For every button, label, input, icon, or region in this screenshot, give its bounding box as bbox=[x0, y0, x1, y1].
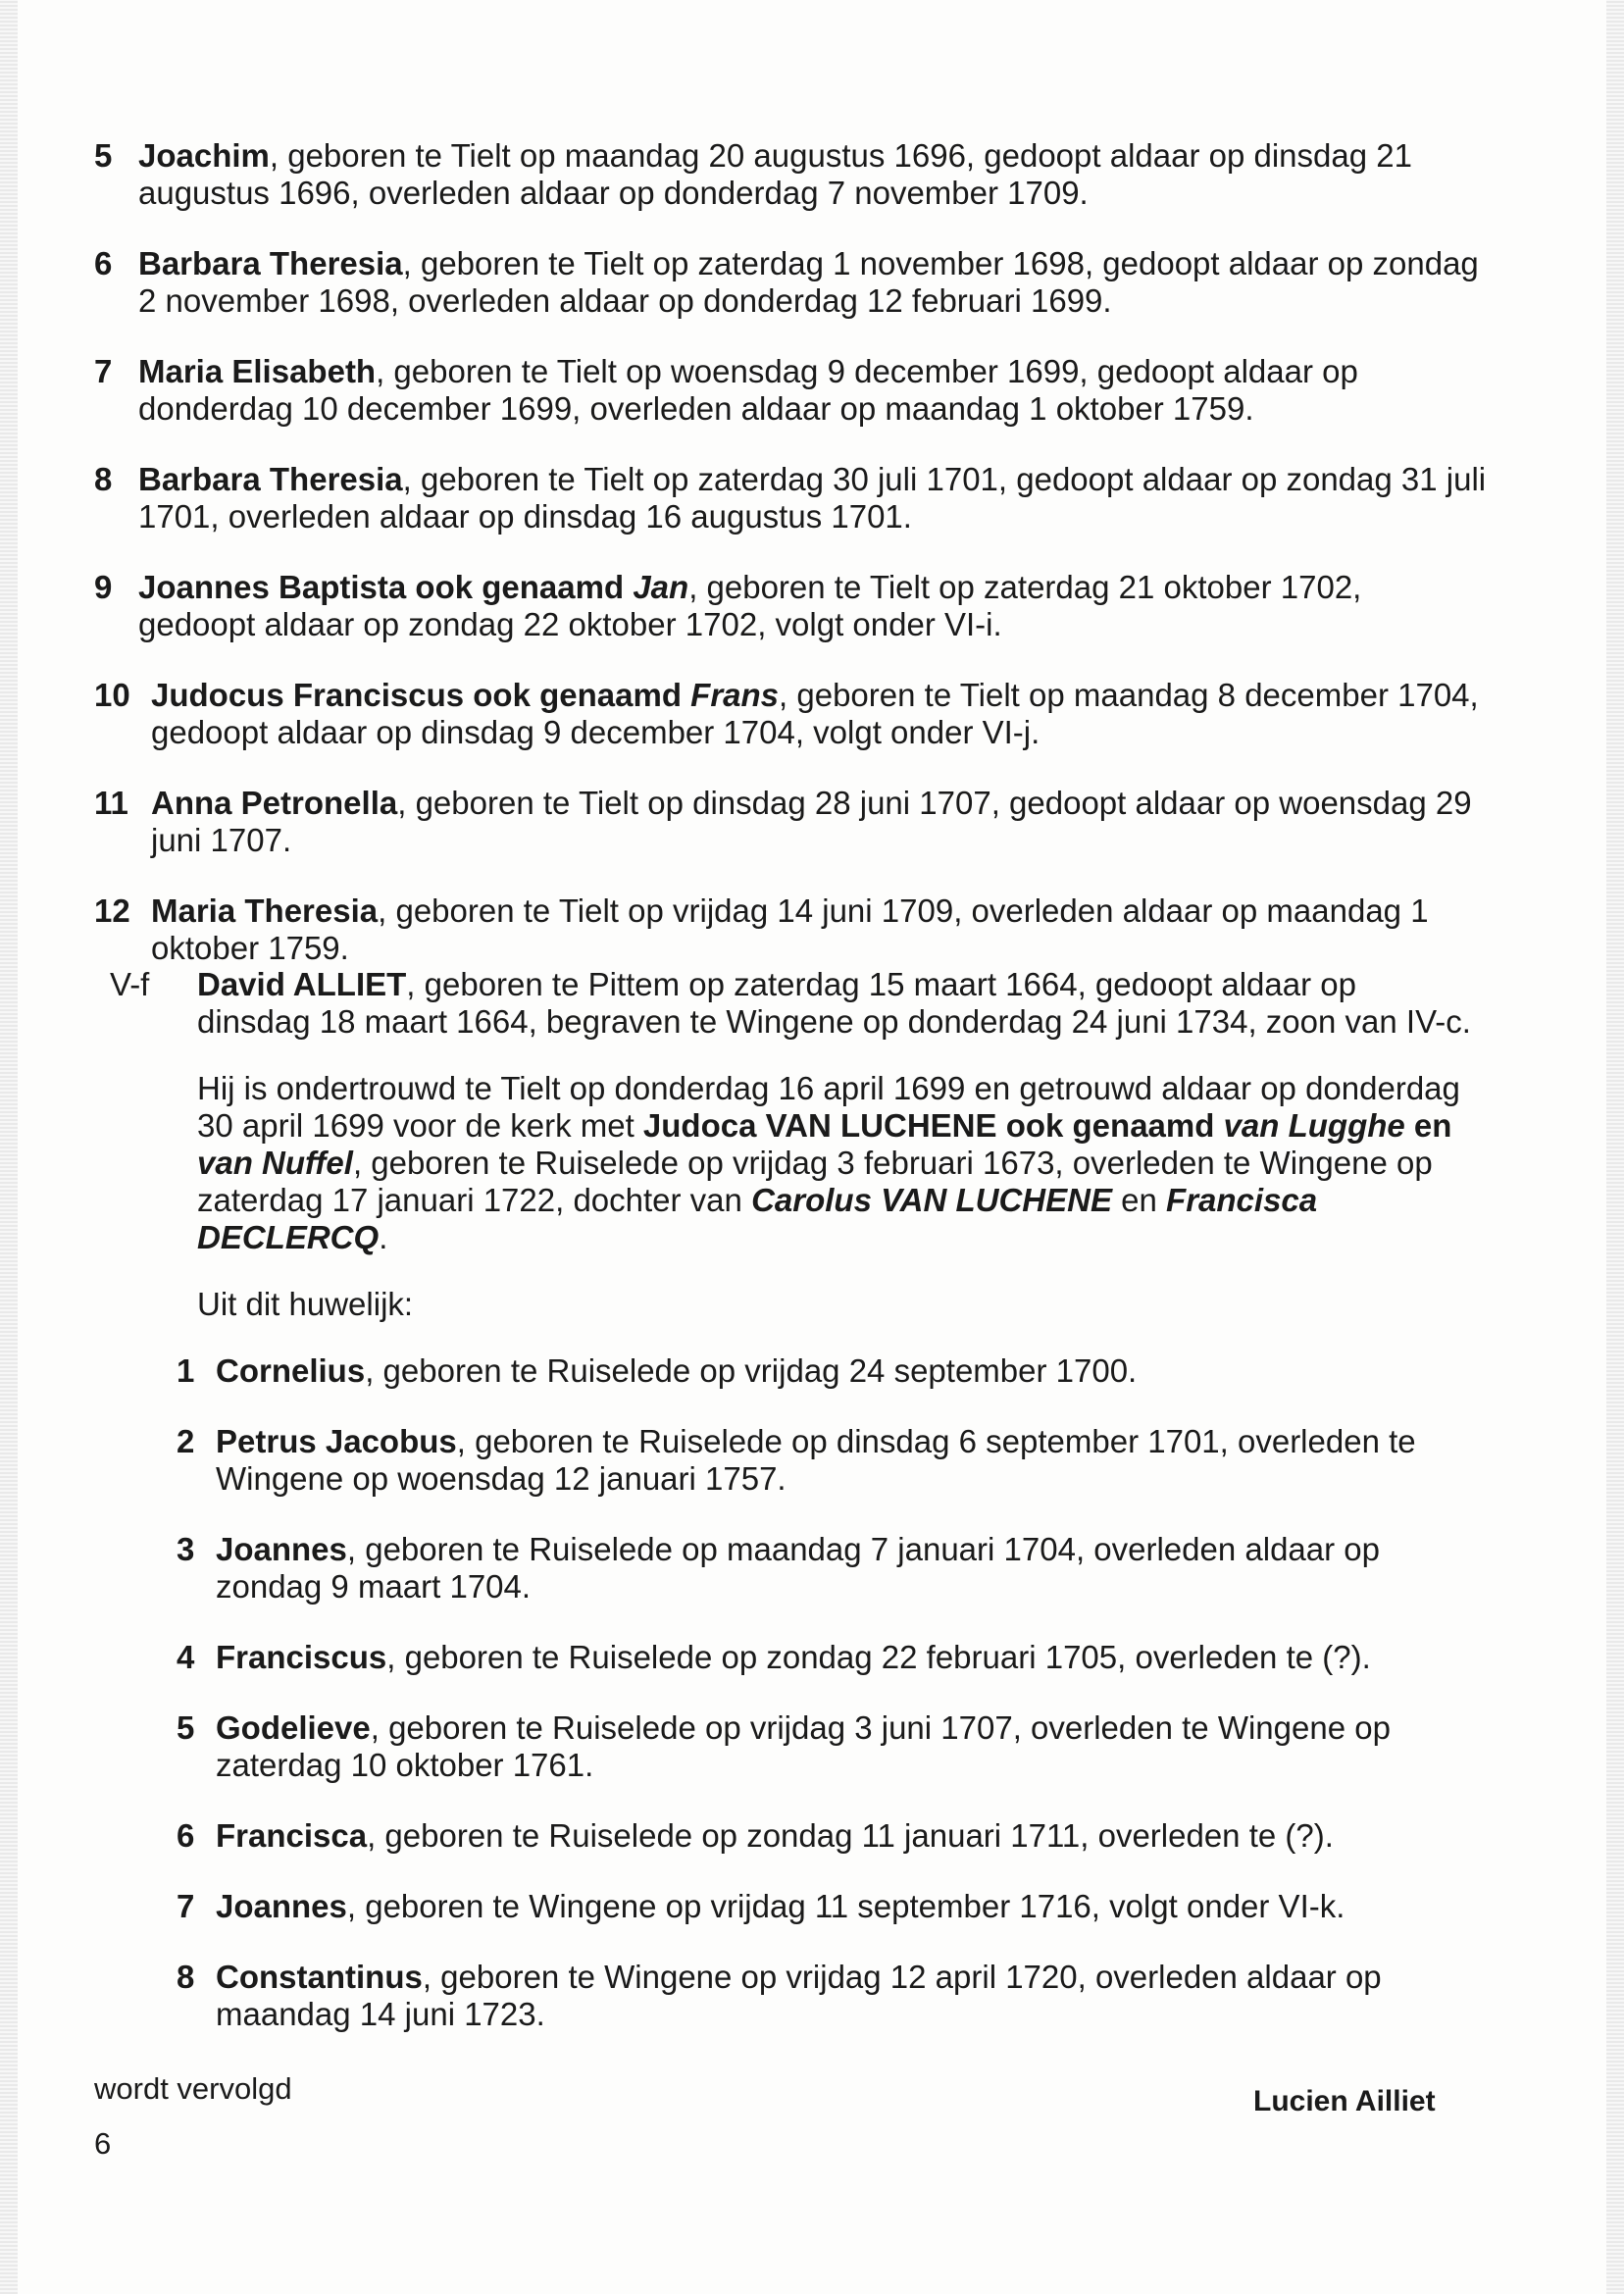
child-name: Cornelius bbox=[216, 1352, 366, 1389]
scan-edge-left bbox=[0, 0, 18, 2294]
child-name: Maria Theresia bbox=[151, 892, 379, 929]
child-name: Joachim bbox=[138, 137, 270, 174]
child-number: 10 bbox=[94, 677, 130, 713]
marriage-text-2: , geboren te Ruiselede op vrijdag 3 februari 1673, overleden te Wingene op zaterdag 17 januari 1722, dochter van bbox=[197, 1145, 1433, 1218]
connector: en bbox=[1404, 1107, 1452, 1144]
child-number: 11 bbox=[94, 785, 128, 821]
child-entry bbox=[94, 785, 1487, 859]
child-details: , geboren te Tielt op vrijdag 14 juni 1709, overleden aldaar op maandag 1 oktober 1759. bbox=[151, 892, 1429, 966]
author-name: Lucien Ailliet bbox=[1253, 2085, 1436, 2117]
person-details: , geboren te Pittem op zaterdag 15 maart 1664, gedoopt aldaar op dinsdag 18 maart 1664, begraven te Wingene op donderdag 24 juni 1734, zoon van IV-c. bbox=[197, 966, 1471, 1040]
child-entry bbox=[94, 461, 1487, 535]
children-intro: Uit dit huwelijk: bbox=[197, 1286, 414, 1322]
genealogy-content bbox=[94, 137, 1487, 1000]
child-number: 4 bbox=[177, 1639, 195, 1675]
spouse-alias: van Lugghe bbox=[1223, 1107, 1405, 1144]
scan-edge-right bbox=[1606, 0, 1624, 2294]
marriage-paragraph bbox=[110, 1070, 1475, 1256]
child-number: 7 bbox=[177, 1888, 195, 1924]
child-number: 5 bbox=[177, 1709, 195, 1746]
child-entry bbox=[177, 1423, 1475, 1498]
child-name: Joannes bbox=[216, 1531, 347, 1567]
continued-note: wordt vervolgd bbox=[94, 2071, 292, 2106]
child-entry bbox=[177, 1888, 1475, 1925]
child-number: 3 bbox=[177, 1531, 195, 1567]
child-name: Joannes Baptista ook genaamd bbox=[138, 569, 634, 605]
child-name: Judocus Franciscus ook genaamd bbox=[151, 677, 691, 713]
generation-section bbox=[110, 966, 1475, 2066]
child-details: , geboren te Ruiselede op vrijdag 3 juni 1707, overleden te Wingene op zaterdag 10 oktober 1761. bbox=[216, 1709, 1391, 1783]
child-name: Petrus Jacobus bbox=[216, 1423, 457, 1459]
child-number: 5 bbox=[94, 137, 113, 174]
connector-2: en bbox=[1112, 1182, 1167, 1218]
child-number: 1 bbox=[177, 1352, 195, 1389]
child-details: , geboren te Tielt op zaterdag 30 juli 1701, gedoopt aldaar op zondag 31 juli 1701, overleden aldaar op dinsdag 16 augustus 1701. bbox=[138, 461, 1487, 535]
person-name: David ALLIET bbox=[197, 966, 407, 1002]
child-number: 12 bbox=[94, 892, 130, 929]
child-details: , geboren te Ruiselede op zondag 11 januari 1711, overleden te (?). bbox=[367, 1817, 1334, 1854]
child-number: 9 bbox=[94, 569, 113, 605]
child-details: , geboren te Ruiselede op vrijdag 24 september 1700. bbox=[365, 1352, 1138, 1389]
child-details: , geboren te Wingene op vrijdag 12 april 1720, overleden aldaar op maandag 14 juni 1723. bbox=[216, 1959, 1382, 2032]
child-details: , geboren te Ruiselede op maandag 7 januari 1704, overleden aldaar op zondag 9 maart 1704. bbox=[216, 1531, 1380, 1605]
child-details: , geboren te Tielt op zaterdag 1 november 1698, gedoopt aldaar op zondag 2 november 1698, overleden aldaar op donderdag 12 februari 1699. bbox=[138, 245, 1479, 319]
child-entry bbox=[177, 1352, 1475, 1390]
generation-entry bbox=[110, 966, 1475, 1041]
child-entry bbox=[94, 677, 1487, 751]
children-list bbox=[177, 1352, 1475, 2033]
spouse-name: Judoca VAN LUCHENE ook genaamd bbox=[642, 1107, 1224, 1144]
child-alias: Frans bbox=[690, 677, 780, 713]
child-number: 8 bbox=[94, 461, 113, 497]
child-details: , geboren te Ruiselede op zondag 22 februari 1705, overleden te (?). bbox=[386, 1639, 1371, 1675]
child-details: , geboren te Tielt op zaterdag 21 oktober 1702, gedoopt aldaar op zondag 22 oktober 1702, volgt onder VI-i. bbox=[138, 569, 1362, 642]
child-entry bbox=[177, 1639, 1475, 1676]
child-details: , geboren te Tielt op maandag 20 augustus 1696, gedoopt aldaar op dinsdag 21 augustus 1696, overleden aldaar op donderdag 7 november 1709. bbox=[138, 137, 1412, 211]
child-name: Anna Petronella bbox=[151, 785, 398, 821]
child-name: Joannes bbox=[216, 1888, 347, 1924]
mother-name: Francisca DECLERCQ bbox=[197, 1182, 1318, 1255]
child-entry bbox=[94, 353, 1487, 428]
child-details: , geboren te Ruiselede op dinsdag 6 september 1701, overleden te Wingene op woensdag 12 januari 1757. bbox=[216, 1423, 1416, 1497]
child-entry bbox=[177, 1531, 1475, 1606]
child-entry bbox=[94, 569, 1487, 643]
child-number: 2 bbox=[177, 1423, 195, 1459]
child-details: , geboren te Tielt op maandag 8 december 1704, gedoopt aldaar op dinsdag 9 december 1704, volgt onder VI-j. bbox=[151, 677, 1479, 750]
child-name: Franciscus bbox=[216, 1639, 387, 1675]
child-entry bbox=[94, 245, 1487, 320]
child-name: Godelieve bbox=[216, 1709, 371, 1746]
child-name: Barbara Theresia bbox=[138, 461, 403, 497]
child-alias: Jan bbox=[633, 569, 689, 605]
marriage-text: Hij is ondertrouwd te Tielt op donderdag 16 april 1699 en getrouwd aldaar op donderdag 30 april 1699 voor de kerk met bbox=[197, 1070, 1460, 1144]
child-entry bbox=[177, 1817, 1475, 1855]
father-name: Carolus VAN LUCHENE bbox=[751, 1182, 1112, 1218]
generation-code: V-f bbox=[110, 966, 150, 1002]
spouse-alias-2: van Nuffel bbox=[197, 1145, 353, 1181]
child-number: 8 bbox=[177, 1959, 195, 1995]
child-number: 6 bbox=[94, 245, 113, 281]
marriage-end: . bbox=[379, 1219, 388, 1255]
child-number: 6 bbox=[177, 1817, 195, 1854]
child-entry bbox=[94, 892, 1487, 967]
child-name: Barbara Theresia bbox=[138, 245, 403, 281]
child-number: 7 bbox=[94, 353, 113, 389]
child-entry bbox=[94, 137, 1487, 212]
child-name: Maria Elisabeth bbox=[138, 353, 377, 389]
child-details: , geboren te Tielt op woensdag 9 december 1699, gedoopt aldaar op donderdag 10 december 1699, overleden aldaar op maandag 1 oktober 1759. bbox=[138, 353, 1358, 427]
child-name: Francisca bbox=[216, 1817, 368, 1854]
child-details: , geboren te Tielt op dinsdag 28 juni 1707, gedoopt aldaar op woensdag 29 juni 1707. bbox=[151, 785, 1472, 858]
child-entry bbox=[177, 1709, 1475, 1784]
child-name: Constantinus bbox=[216, 1959, 423, 1995]
child-details: , geboren te Wingene op vrijdag 11 september 1716, volgt onder VI-k. bbox=[346, 1888, 1345, 1924]
child-entry bbox=[177, 1959, 1475, 2033]
page-number: 6 bbox=[94, 2126, 112, 2161]
